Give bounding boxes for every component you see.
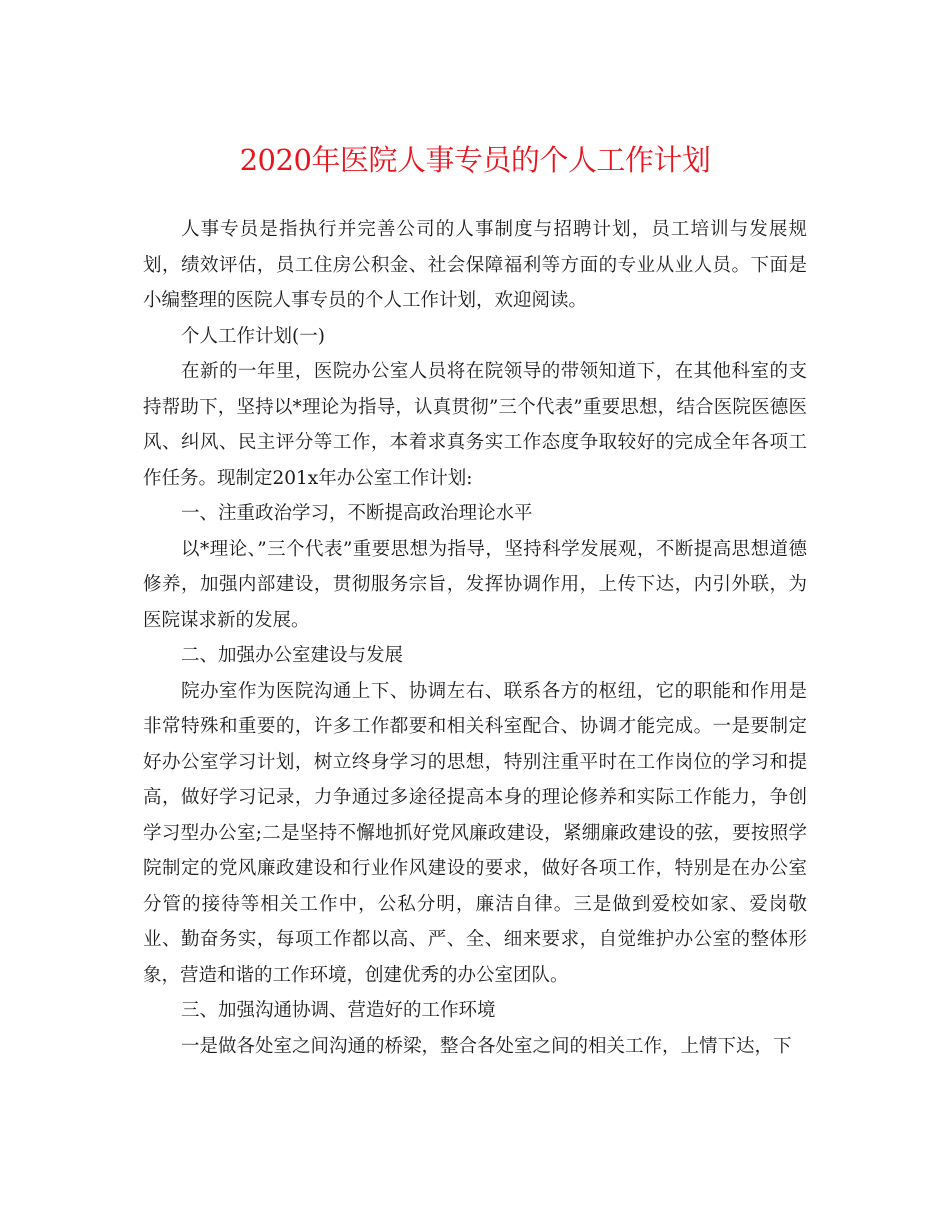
document-body xyxy=(143,212,807,1064)
paragraph-political-study: 以*理论、”三个代表”重要思想为指导，坚持科学发展观，不断提高思想道德修养，加强内部建设，贯彻服务宗旨，发挥协调作用，上传下达，内引外联，为医院谋求新的发展。 xyxy=(143,538,807,631)
document-title: 2020年医院人事专员的个人工作计划 xyxy=(239,143,711,177)
section-heading-plan-one: 个人工作计划(一) xyxy=(181,325,325,347)
section-heading-communication: 三、加强沟通协调、营造好的工作环境 xyxy=(181,1000,496,1021)
paragraph-communication: 一是做各处室之间沟通的桥梁，整合各处室之间的相关工作，上情下达，下 xyxy=(181,1035,792,1057)
paragraph-office-building: 院办室作为医院沟通上下、协调左右、联系各方的枢纽，它的职能和作用是非常特殊和重要的，许多工作都要和相关科室配合、协调才能完成。一是要制定好办公室学习计划，树立终身学习的思想，特别注重平时在工作岗位的学习和提高，做好学习记录，力争通过多途径提高本身的理论修养和实际工作能力，争创学习型办公室;二是坚持不懈地抓好党风廉政建设，紧绷廉政建设的弦，要按照学院制定的党风廉政建设和行业作风建设的要求，做好各项工作，特别是在办公室分管的接待等相关工作中，公私分明，廉洁自律。三是做到爱校如家、爱岗敬业、勤奋务实，每项工作都以高、严、全、细来要求，自觉维护办公室的整体形象，营造和谐的工作环境，创建优秀的办公室团队。 xyxy=(143,680,807,986)
section-heading-office-building: 二、加强办公室建设与发展 xyxy=(181,645,404,666)
paragraph-intro: 人事专员是指执行并完善公司的人事制度与招聘计划，员工培训与发展规划，绩效评估，员工住房公积金、社会保障福利等方面的专业从业人员。下面是小编整理的医院人事专员的个人工作计划，欢迎阅读。 xyxy=(143,219,807,311)
section-heading-political-study: 一、注重政治学习，不断提高政治理论水平 xyxy=(181,503,533,524)
paragraph-plan-overview: 在新的一年里，医院办公室人员将在院领导的带领知道下，在其他科室的支持帮助下，坚持以*理论为指导，认真贯彻”三个代表”重要思想，结合医院医德医风、纠风、民主评分等工作，本着求真务实工作态度争取较好的完成全年各项工作任务。现制定201x年办公室工作计划: xyxy=(143,361,807,489)
